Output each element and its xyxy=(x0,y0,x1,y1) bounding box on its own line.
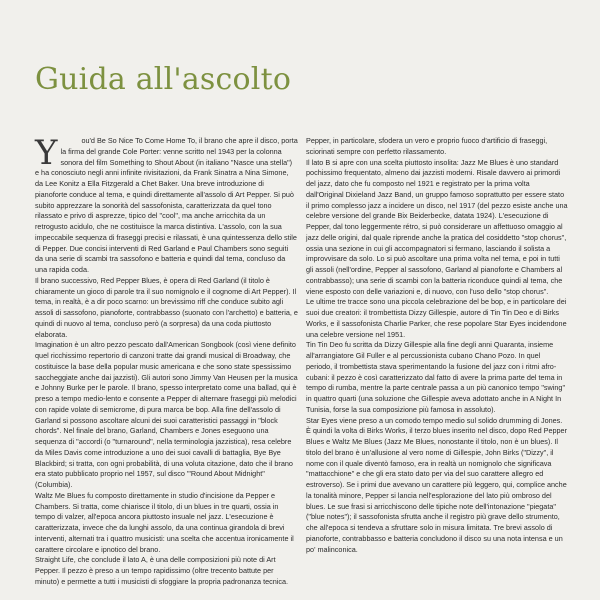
right-column xyxy=(306,136,568,555)
lead-continuation: e ha conosciuto negli anni infinite rivisitazioni, da Frank Sinatra a Nina Simone, da Lee Konitz a Ella Fitzgerald a Chet Baker. Una breve introduzione di pianoforte conduce al tema, e quindi direttamente all'assolo di Art Pepper. Si può subito apprezzare la sonorità del sassofonista, caratterizzata da quel tono rilassato e privo di asprezze, tipico del "cool", ma anche arricchita da un retrogusto acidulo, che ne costituisce la marca distintiva. L'assolo, con la sua impeccabile sequenza di fraseggi precisi e rilassati, è una quintessenza dello stile di Pepper. Due concisi interventi di Red Garland e Paul Chambers sono seguiti da una serie di scambi tra sassofono e batteria e quindi dal tema, concluso da una rapida coda. xyxy=(35,168,297,274)
paragraph-red-pepper-blues: Il brano successivo, Red Pepper Blues, è opera di Red Garland (il titolo è chiaramente un gioco di parole tra il suo nomignolo e il cognome di Art Pepper). Il tema, in realtà, è a dir poco scarno: un brevissimo riff che conduce subito agli assoli di sassofono, pianoforte, contrabbasso (suonato con l'archetto) e batteria, e quindi di nuovo al tema, concluso però (a sorpresa) da una coda piuttosto elaborata. xyxy=(35,275,298,339)
drop-cap: Y xyxy=(35,133,58,173)
paragraph-straight-life-continued: Pepper, in particolare, sfodera un vero e proprio fuoco d'artificio di fraseggi, sciorinati sempre con perfetto rilassamento. xyxy=(306,136,548,156)
paragraph-be-bop: Le ultime tre tracce sono una piccola celebrazione del be bop, e in particolare dei suoi due creatori: il trombettista Dizzy Gillespie, autore di Tin Tin Deo e di Birks Works, e il sassofonista Charlie Parker, che rese popolare Star Eyes incidendone una celebre versione nel 1951. xyxy=(306,297,567,339)
paragraph-waltz-me-blues: Waltz Me Blues fu composto direttamente in studio d'incisione da Pepper e Chambers. Si tratta, come chiarisce il titolo, di un blues in tre quarti, ossia in tempo di valzer, all'epoca ancora piuttosto insuale nel jazz. L'esecuzione è caratterizzata, invece che da lunghi assolo, da una continua girandola di brevi interventi, alternati tra i quattro musicisti: una scelta che accentua ironicamente il carattere circolare e ipnotico del brano. xyxy=(35,490,294,554)
paragraph-star-eyes: Star Eyes viene preso a un comodo tempo medio sul solido drumming di Jones. È quindi la volta di Birks Works, il terzo blues inserito nel disco, dopo Red Pepper Blues e Waltz Me Blues (Jazz Me Blues, nonostante il titolo, non è un blues). Il titolo del brano è un'allusione al vero nome di Gillespie, John Birks ("Dizzy", il nome con il quale diventò famoso, era in realtà un nomignolo che significava "mattacchione" e che gli era stato dato per via del suo carattere allegro ed estroverso). Se i primi due avevano un carattere più leggero, qui, complice anche la tonalità minore, Pepper si lancia nell'esplorazione del lato più ombroso del blues. Le sue frasi si arricchiscono delle tipiche note dell'intonazione "piegata" ("blue notes"); il sassofonista sfrutta anche il registro più grave dello strumento, che all'epoca si tendeva a sfruttare solo in misura limitata. Tre brevi assolo di pianoforte, contrabbasso e batteria concludono il disco su una nota intensa e un po' malinconica. xyxy=(306,415,567,554)
page-title: Guida all'ascolto xyxy=(35,62,292,97)
lead-first-lines: ou'd Be So Nice To Come Home To, il brano che apre il disco, porta la firma del grande Cole Porter: venne scritto nel 1943 per la colonna sonora del film Something to Shout About (in italiano "Nasce una stella") xyxy=(60,136,298,167)
paragraph-jazz-me-blues: Il lato B si apre con una scelta piuttosto insolita: Jazz Me Blues è uno standard pochissimo frequentato, almeno dai jazzisti moderni. Risale davvero ai primordi del jazz, dato che fu composto nel 1921 e registrato per la prima volta dall'Original Dixieland Jazz Band, un gruppo famoso soprattutto per essere stato il primo complesso jazz a incidere un disco, nel 1917 (del pezzo esiste anche una celebre versione del grande Bix Beiderbecke, datata 1924). L'esecuzione di Pepper, dal tono leggermente rétro, si può considerare un affettuoso omaggio al jazz delle origini, dal quale riprende anche la pratica del cosiddetto "stop chorus", ossia una sezione in cui gli accompagnatori si fermano, lasciando il solista a improvvisare da solo. Lo si può ascoltare una prima volta nel tema, e poi in tutti gli assoli (nell'ordine, Pepper al sassofono, Garland al pianoforte e Chambers al contrabbasso); una serie di scambi con la batteria riconduce quindi al tema, che viene esposto con delle variazioni e, di nuovo, con l'uso dello "stop chorus". xyxy=(306,157,568,296)
paragraph-tin-tin-deo: Tin Tin Deo fu scritta da Dizzy Gillespie alla fine degli anni Quaranta, insieme all'arrangiatore Gil Fuller e al percussionista cubano Chano Pozo. In quel periodo, il trombettista stava sperimentando la fusione del jazz con i ritmi afro-cubani: il pezzo è così caratterizzato dal fatto di avere la prima parte del tema in tempo di rumba, mentre la parte centrale passa a un più canonico tempo "swing" in quattro quarti (una soluzione che Gillespie aveva adottato anche in A Night In Tunisia, forse la sua composizione più famosa in assoluto). xyxy=(306,340,566,414)
paragraph-straight-life: Straight Life, che conclude il lato A, è una delle composizioni più note di Art Pepper. Il pezzo è preso a un tempo rapidissimo (oltre trecento battute per minuto) e permette a tutti i musicisti di sfoggiare la propria padronanza tecnica. xyxy=(35,555,289,586)
lead-paragraph xyxy=(35,133,298,276)
paragraph-imagination: Imagination è un altro pezzo pescato dall'American Songbook (così viene definito quel ricchissimo repertorio di canzoni tratte dai grandi musical di Broadway, che costituisce la base della popular music americana e che sono state spessissimo saccheggiate anche dai jazzisti). Gli autori sono Jimmy Van Heusen per la musica e Johnny Burke per le parole. Il brano, spesso interpretato come una ballad, qui è preso a tempo medio-lento e consente a Pepper di alternare fraseggi più melodici con rapide volate di semicrome, di pura marca be bop. Alla fine dell'assolo di Garland si possono ascoltare alcuni dei suoi caratteristici passaggi in "block chords". Nel finale del brano, Garland, Chambers e Jones eseguono una sequenza di "accordi (o "turnaround", nella terminologia jazzistica), resa celebre da Miles Davis come introduzione a uno dei suoi cavalli di battaglia, Bye Bye Blackbird; si tratta, con ogni probabilità, di una voluta citazione, dato che il brano era stato pubblicato proprio nel 1957, sul disco "'Round About Midnight" (Columbia). xyxy=(35,340,298,489)
left-column xyxy=(35,133,298,588)
